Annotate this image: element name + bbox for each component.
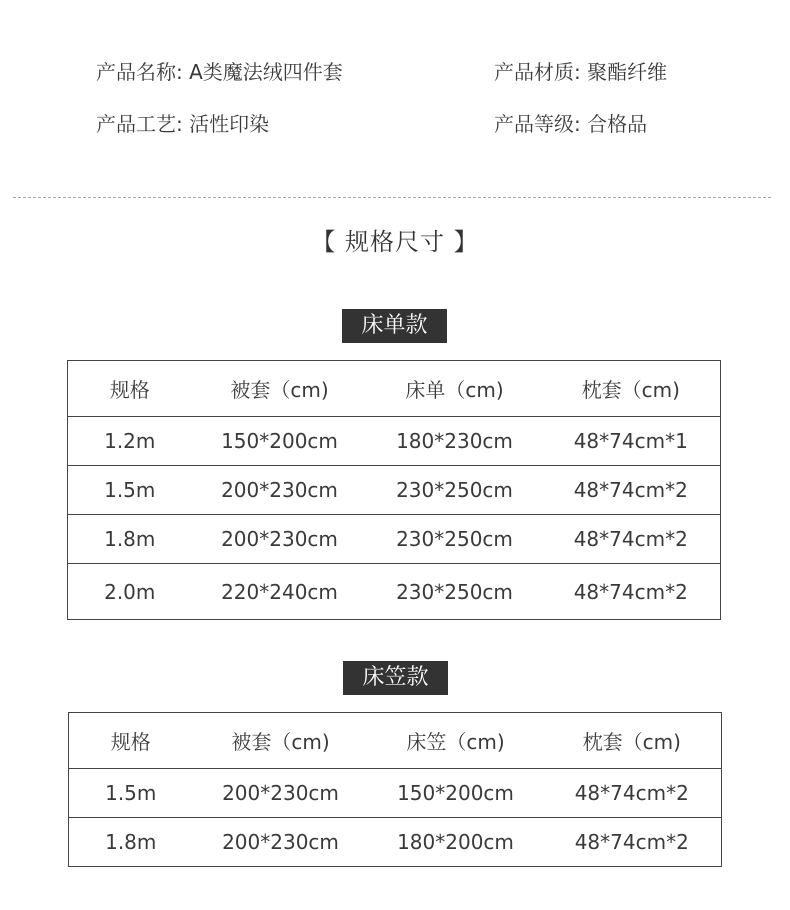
product-craft-value: 活性印染 [189, 112, 270, 136]
table-cell: 180*230cm [368, 417, 542, 466]
info-row-1 [0, 56, 790, 88]
fitted-sheet-table [68, 712, 722, 867]
table-cell: 220*240cm [192, 564, 368, 620]
dashed-divider [13, 197, 771, 198]
table-cell: 1.8m [68, 515, 192, 564]
table-cell: 48*74cm*2 [543, 818, 722, 867]
product-grade [494, 108, 647, 140]
table-row [68, 417, 721, 466]
table-cell: 200*230cm [192, 466, 368, 515]
header-cell: 枕套（cm) [582, 730, 681, 754]
table-row [68, 466, 721, 515]
product-grade-label: 产品等级: [494, 112, 581, 136]
product-name-value: A类魔法绒四件套 [189, 60, 343, 84]
product-craft [96, 108, 269, 140]
section-title: 【 规格尺寸 】 [311, 228, 479, 256]
table-cell: 48*74cm*2 [542, 466, 721, 515]
table-row [69, 769, 722, 818]
table-cell: 1.8m [69, 818, 193, 867]
header-cell: 床笠（cm) [406, 730, 505, 754]
table-cell: 1.5m [68, 466, 192, 515]
table-row [69, 818, 722, 867]
product-name-label: 产品名称: [96, 60, 183, 84]
product-material [494, 56, 667, 88]
table-cell: 230*250cm [368, 564, 542, 620]
table-header-row [69, 713, 722, 769]
header-cell: 规格 [109, 378, 150, 402]
table-cell: 230*250cm [368, 466, 542, 515]
product-name [96, 56, 343, 88]
table-cell: 200*230cm [193, 818, 369, 867]
fitted-sheet-badge: 床笠款 [343, 661, 448, 695]
table-cell: 48*74cm*1 [542, 417, 721, 466]
table-cell: 2.0m [68, 564, 192, 620]
table-cell: 48*74cm*2 [542, 515, 721, 564]
table-cell: 200*230cm [193, 769, 369, 818]
header-cell: 被套（cm) [230, 378, 329, 402]
table-cell: 150*200cm [192, 417, 368, 466]
flat-sheet-table [67, 360, 721, 620]
header-cell: 被套（cm) [231, 730, 330, 754]
header-cell: 规格 [110, 730, 151, 754]
table-cell: 1.5m [69, 769, 193, 818]
table-cell: 200*230cm [192, 515, 368, 564]
info-row-2 [0, 108, 790, 140]
table-cell: 48*74cm*2 [543, 769, 722, 818]
product-craft-label: 产品工艺: [96, 112, 183, 136]
table-cell: 230*250cm [368, 515, 542, 564]
table-row [68, 564, 721, 620]
table-cell: 150*200cm [369, 769, 543, 818]
table-cell: 180*200cm [369, 818, 543, 867]
product-grade-value: 合格品 [587, 112, 648, 136]
product-material-label: 产品材质: [494, 60, 581, 84]
table-cell: 1.2m [68, 417, 192, 466]
table-header-row [68, 361, 721, 417]
table-row [68, 515, 721, 564]
table-cell: 48*74cm*2 [542, 564, 721, 620]
header-cell: 枕套（cm) [581, 378, 680, 402]
flat-sheet-badge: 床单款 [342, 309, 447, 343]
header-cell: 床单（cm) [405, 378, 504, 402]
product-material-value: 聚酯纤维 [587, 60, 668, 84]
